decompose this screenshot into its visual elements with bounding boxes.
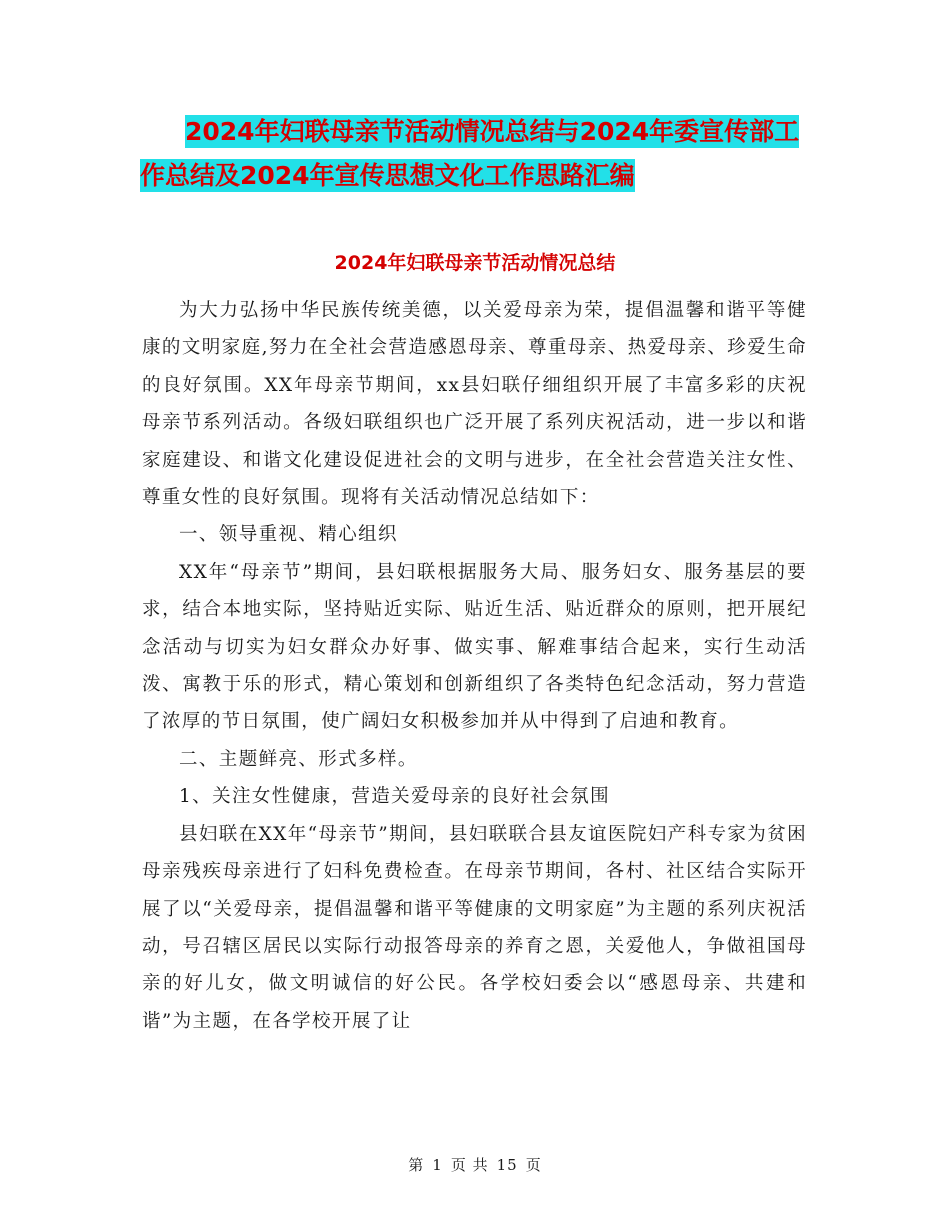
page-footer	[0, 1154, 950, 1175]
heading-theme: 二、主题鲜亮、形式多样。	[179, 748, 418, 770]
footer-suffix: 页	[525, 1156, 542, 1174]
section-title: 2024年妇联母亲节活动情况总结	[334, 252, 616, 274]
footer-current-page: 1	[432, 1156, 443, 1174]
footer-middle: 页 共	[450, 1156, 489, 1174]
main-title	[140, 110, 830, 198]
heading-leadership: 一、领导重视、精心组织	[179, 524, 398, 546]
paragraph-health: 县妇联在XX年“母亲节”期间，县妇联联合县友谊医院妇产科专家为贫困母亲残疾母亲进行了妇科免费检查。在母亲节期间，各村、社区结合实际开展了以“关爱母亲，提倡温馨和谐平等健康的文明家庭”为主题的系列庆祝活动，号召辖区居民以实际行动报答母亲的养育之恩，关爱他人，争做祖国母亲的好儿女，做文明诚信的好公民。各学校妇委会以“感恩母亲、共建和谐”为主题，在各学校开展了让	[142, 823, 807, 1032]
paragraph-intro: 为大力弘扬中华民族传统美德，以关爱母亲为荣，提倡温馨和谐平等健康的文明家庭,努力在全社会营造感恩母亲、尊重母亲、热爱母亲、珍爱生命的良好氛围。XX年母亲节期间，xx县妇联仔细组织开展了丰富多彩的庆祝母亲节系列活动。各级妇联组织也广泛开展了系列庆祝活动，进一步以和谐家庭建设、和谐文化建设促进社会的文明与进步，在全社会营造关注女性、尊重女性的良好氛围。现将有关活动情况总结如下：	[142, 300, 807, 509]
main-title-line-1: 2024年妇联母亲节活动情况总结与2024年委宣传部工	[185, 117, 800, 146]
subheading-health: 1、关注女性健康，营造关爱母亲的良好社会氛围	[179, 786, 611, 808]
footer-prefix: 第	[408, 1156, 425, 1174]
document-body	[142, 292, 807, 1040]
paragraph-leadership: XX年“母亲节”期间，县妇联根据服务大局、服务妇女、服务基层的要求，结合本地实际，坚持贴近实际、贴近生活、贴近群众的原则，把开展纪念活动与切实为妇女群众办好事、做实事、解难事结合起来，实行生动活泼、寓教于乐的形式，精心策划和创新组织了各类特色纪念活动，努力营造了浓厚的节日氛围，使广阔妇女积极参加并从中得到了启迪和教育。	[142, 561, 807, 733]
main-title-line-2: 作总结及2024年宣传思想文化工作思路汇编	[140, 161, 635, 190]
footer-total-pages: 15	[496, 1156, 518, 1174]
